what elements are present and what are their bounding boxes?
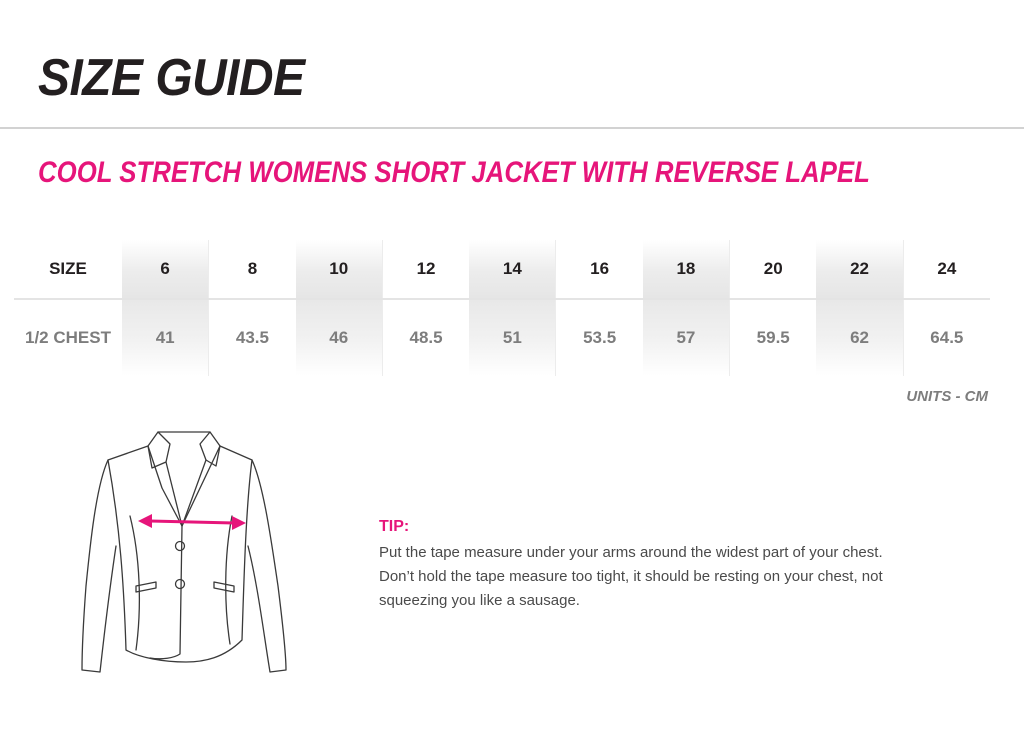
tip-line: Don’t hold the tape measure too tight, it should be resting on your chest, not bbox=[379, 568, 883, 585]
size-cell: 18 bbox=[643, 240, 730, 299]
chest-cell: 46 bbox=[296, 299, 383, 376]
chest-cell: 57 bbox=[643, 299, 730, 376]
jacket-left-sleeve bbox=[82, 460, 116, 672]
size-cell: 22 bbox=[816, 240, 903, 299]
size-row-label: SIZE bbox=[49, 259, 87, 278]
jacket-button bbox=[176, 542, 185, 551]
chest-cell: 64.5 bbox=[903, 299, 990, 376]
size-row bbox=[14, 240, 990, 299]
tip-text bbox=[379, 541, 979, 613]
jacket-right-sleeve bbox=[248, 460, 286, 672]
page-title: SIZE GUIDE bbox=[38, 49, 305, 107]
tip-label: TIP: bbox=[379, 518, 410, 535]
chest-cell: 41 bbox=[122, 299, 209, 376]
chest-cell: 48.5 bbox=[382, 299, 469, 376]
jacket-button bbox=[176, 580, 185, 589]
size-cell: 16 bbox=[556, 240, 643, 299]
chest-cell: 62 bbox=[816, 299, 903, 376]
chest-row-label: 1/2 CHEST bbox=[14, 299, 122, 376]
chest-row bbox=[14, 299, 990, 376]
size-cell: 20 bbox=[730, 240, 817, 299]
size-cell: 12 bbox=[382, 240, 469, 299]
tip-line: squeezing you like a sausage. bbox=[379, 592, 580, 609]
chest-cell: 43.5 bbox=[209, 299, 296, 376]
jacket-collar bbox=[200, 432, 220, 466]
size-cell: 6 bbox=[122, 240, 209, 299]
product-title: COOL STRETCH WOMENS SHORT JACKET WITH REVERSE LAPEL bbox=[38, 156, 870, 189]
jacket-pocket bbox=[214, 582, 234, 592]
size-cell: 14 bbox=[469, 240, 556, 299]
jacket-lapel bbox=[166, 460, 206, 526]
chest-cell: 53.5 bbox=[556, 299, 643, 376]
units-note: UNITS - CM bbox=[906, 388, 988, 405]
chest-cell: 59.5 bbox=[730, 299, 817, 376]
size-cell: 8 bbox=[209, 240, 296, 299]
jacket-illustration bbox=[74, 426, 304, 680]
header-divider bbox=[0, 127, 1024, 129]
size-cell: 10 bbox=[296, 240, 383, 299]
size-table bbox=[14, 240, 990, 376]
tip-line: Put the tape measure under your arms around the widest part of your chest. bbox=[379, 544, 883, 561]
size-cell: 24 bbox=[903, 240, 990, 299]
chest-cell: 51 bbox=[469, 299, 556, 376]
